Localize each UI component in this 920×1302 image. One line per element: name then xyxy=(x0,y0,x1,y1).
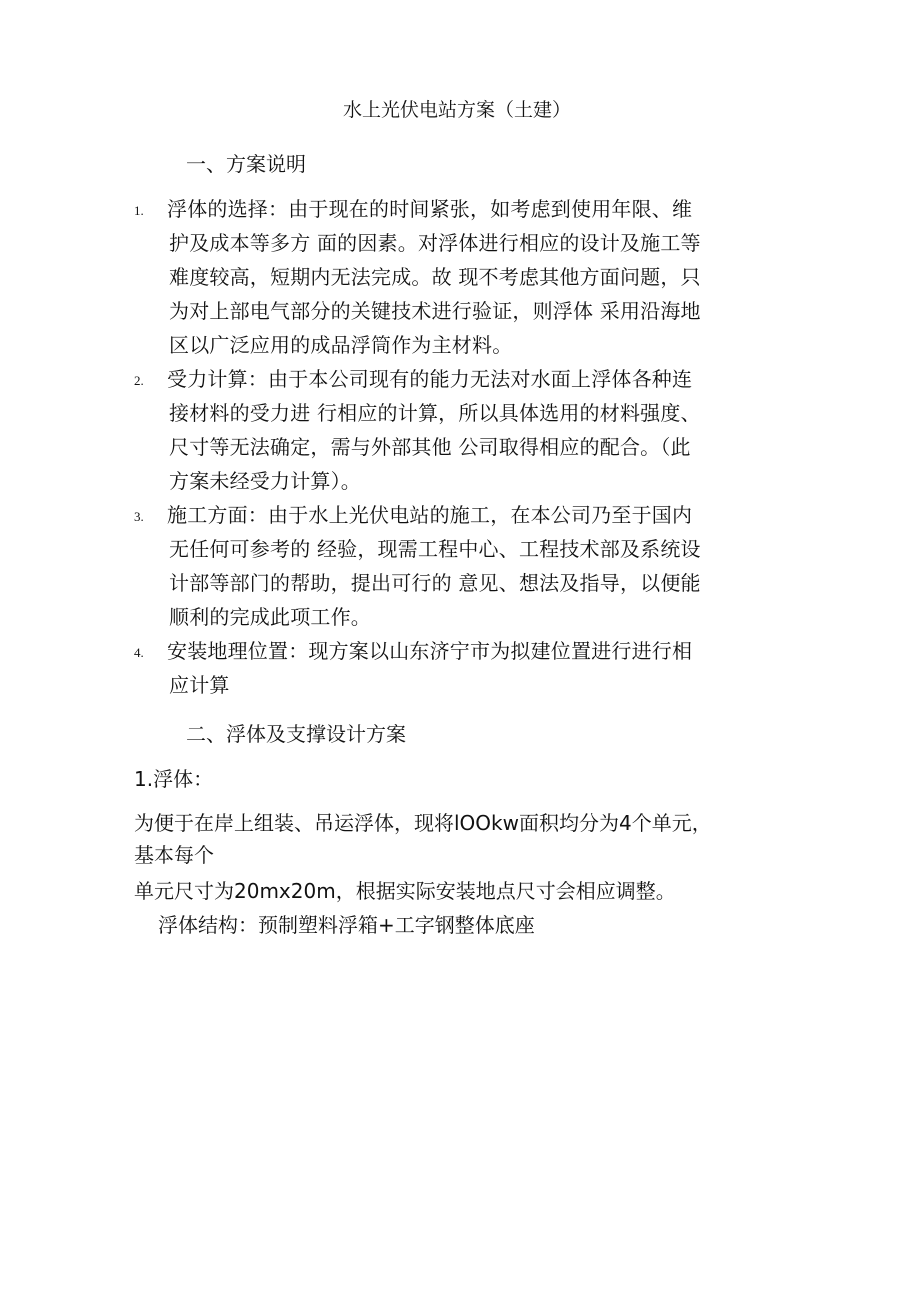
paragraph-assembly-line1: 为便于在岸上组装、吊运浮体，现将lOOkw面积均分为4个单元， xyxy=(134,811,712,835)
list-item-number: 3. xyxy=(134,509,144,524)
text-line: 护及成本等多方 面的因素。对浮体进行相应的设计及施工等 xyxy=(169,231,701,255)
section-heading-float-design: 二、浮体及支撑设计方案 xyxy=(186,722,406,746)
list-item-text xyxy=(167,634,745,702)
list-item xyxy=(0,192,920,362)
subheading-float: 1.浮体： xyxy=(134,767,214,791)
paragraph-unit-size: 单元尺寸为20mx20m，根据实际安装地点尺寸会相应调整。 xyxy=(134,879,676,903)
text-line: 无任何可参考的 经验，现需工程中心、工程技术部及系统设 xyxy=(169,537,701,561)
text-line: 计部等部门的帮助，提出可行的 意见、想法及指导，以便能 xyxy=(169,571,701,595)
list-item-number: 1. xyxy=(134,203,144,218)
text-line: 安装地理位置：现方案以山东济宁市为拟建位置进行进行相 xyxy=(167,639,693,663)
text-line: 接材料的受力进 行相应的计算，所以具体选用的材料强度、 xyxy=(169,401,701,425)
list-item-text xyxy=(167,192,745,362)
list-item xyxy=(0,362,920,498)
text-line: 为对上部电气部分的关键技术进行验证，则浮体 采用沿海地 xyxy=(169,299,701,323)
list-item xyxy=(0,634,920,702)
list-item-text xyxy=(167,498,745,634)
section-heading-plan-description: 一、方案说明 xyxy=(186,152,306,176)
text-line: 施工方面：由于水上光伏电站的施工，在本公司乃至于国内 xyxy=(167,503,693,527)
document-title: 水上光伏电站方案（土建） xyxy=(342,99,571,121)
text-line: 应计算 xyxy=(169,673,230,697)
list-item-number: 4. xyxy=(134,645,144,660)
list-item-number: 2. xyxy=(134,373,144,388)
text-line: 顺利的完成此项工作。 xyxy=(169,605,371,629)
text-line: 区以广泛应用的成品浮筒作为主材料。 xyxy=(169,333,513,357)
text-line: 受力计算：由于本公司现有的能力无法对水面上浮体各种连 xyxy=(167,367,693,391)
paragraph-assembly-line2: 基本每个 xyxy=(134,843,214,867)
text-line: 浮体的选择：由于现在的时间紧张，如考虑到使用年限、维 xyxy=(167,197,693,221)
paragraph-float-structure: 浮体结构：预制塑料浮箱+工字钢整体底座 xyxy=(158,913,535,937)
text-line: 难度较高，短期内无法完成。故 现不考虑其他方面问题，只 xyxy=(169,265,701,289)
list-item xyxy=(0,498,920,634)
text-line: 方案未经受力计算）。 xyxy=(169,469,361,493)
plan-description-list xyxy=(0,192,920,702)
text-line: 尺寸等无法确定，需与外部其他 公司取得相应的配合。（此 xyxy=(169,435,691,459)
list-item-text xyxy=(167,362,745,498)
